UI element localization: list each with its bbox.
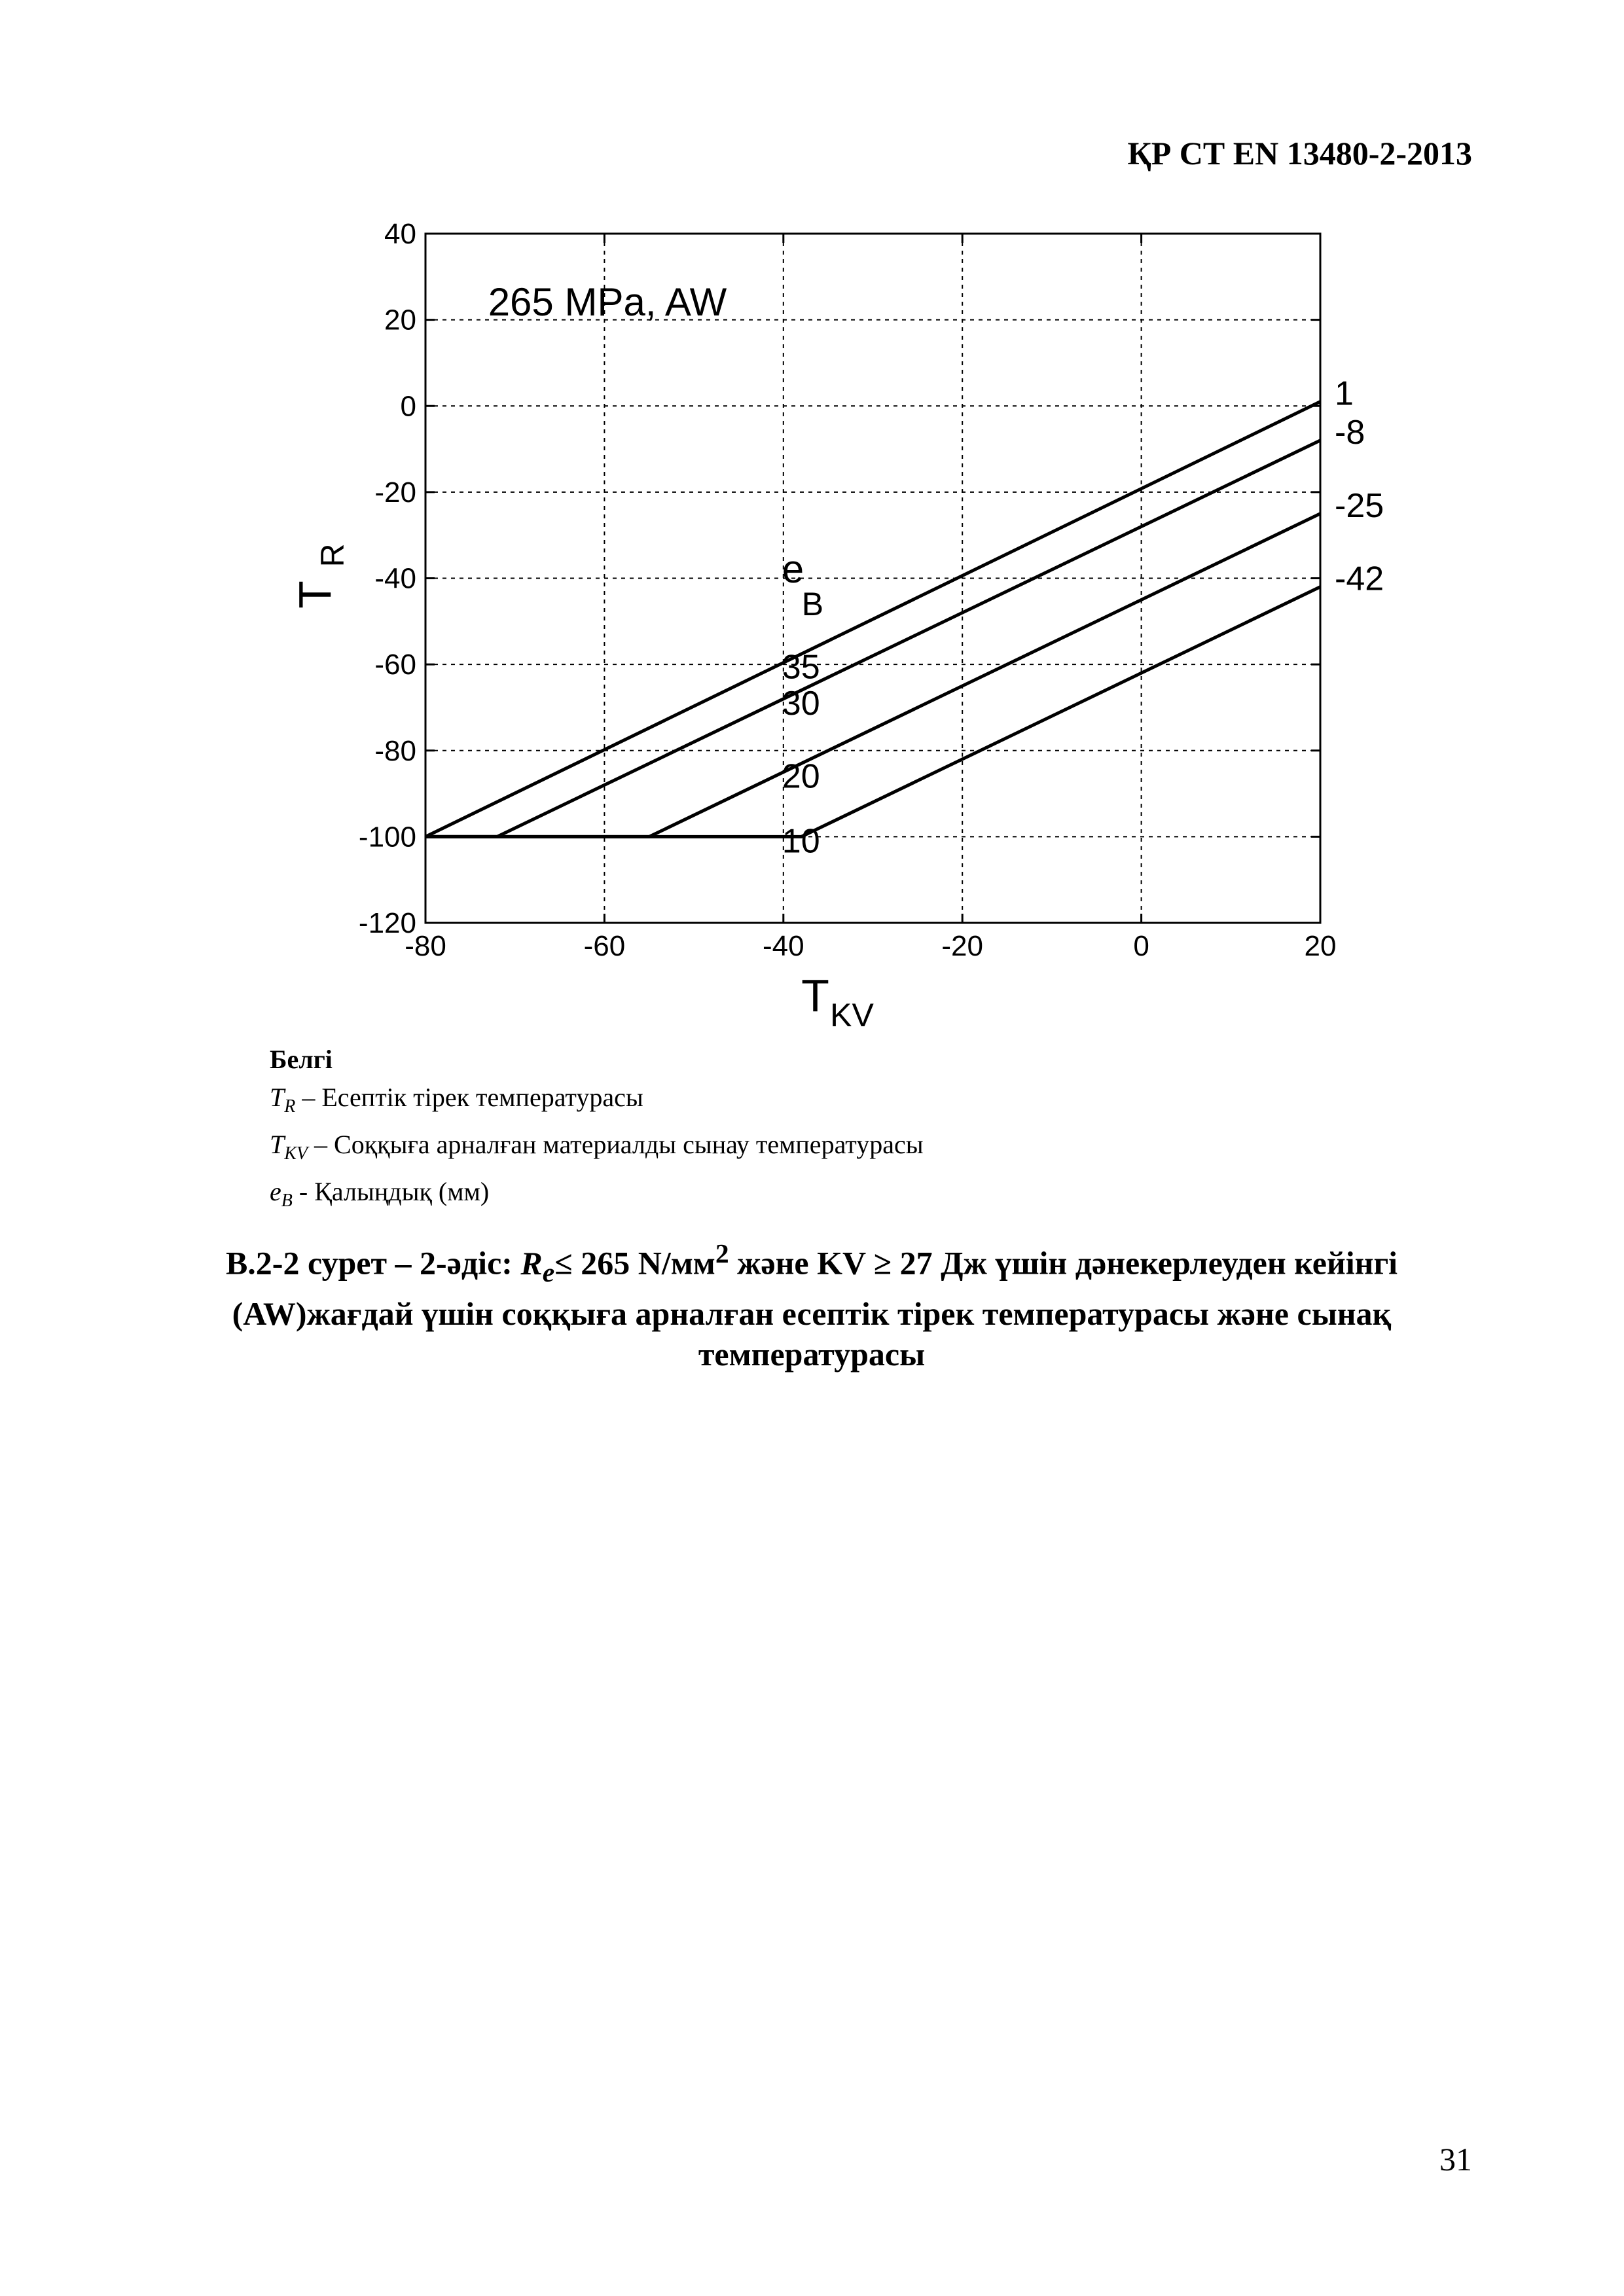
chart-annotation: 265 MPa, AW xyxy=(488,280,727,325)
legend-item-eb: $e_B$ - Қалыңдық (мм) xyxy=(270,1177,490,1211)
series-label-30: 30 xyxy=(782,684,820,723)
series-line-20 xyxy=(425,514,1320,837)
y-tick-label: -120 xyxy=(358,907,416,939)
series-layer xyxy=(425,375,1384,861)
y-axis-label xyxy=(289,543,351,608)
svg-text:T: T xyxy=(801,970,829,1021)
svg-text:R: R xyxy=(314,543,351,567)
series-end-label: -8 xyxy=(1335,413,1365,452)
series-end-label: 1 xyxy=(1335,374,1354,413)
series-line-10 xyxy=(425,587,1320,837)
series-label-35: 35 xyxy=(782,648,820,687)
series-line-35 xyxy=(425,402,1320,837)
x-tick-label: -60 xyxy=(583,930,626,962)
y-tick-label: -60 xyxy=(374,649,416,681)
svg-text:B: B xyxy=(801,586,824,623)
legend-item-tr: $T_R$ – Есептік тірек температурасы xyxy=(270,1083,643,1117)
series-label-10: 10 xyxy=(782,822,820,861)
series-label-20: 20 xyxy=(782,757,820,796)
chart-figure xyxy=(0,0,1624,1060)
series-end-label: -25 xyxy=(1335,486,1384,525)
y-tick-label: -80 xyxy=(374,734,416,767)
svg-text:T: T xyxy=(289,581,340,609)
y-tick-label: -40 xyxy=(374,562,416,595)
figure-caption: В.2-2 сурет – 2-әдіс: $R_e\le 265$ $N/мм^2$ және KV ≥ 27 Дж үшін дәнекерлеуден кейінгі (AW)жағдай үшін соққыға арналған есептік тірек температурасы және сынақ температурасы xyxy=(225,1239,1398,1372)
x-tick-label: 0 xyxy=(1133,930,1149,962)
chart-svg xyxy=(0,0,1624,1060)
series-line-30 xyxy=(425,440,1320,836)
legend-item-tkv: $T_{KV}$ – Соққыға арналған материалды сынау температурасы xyxy=(270,1130,924,1164)
y-tick-label: -100 xyxy=(358,821,416,853)
tick-layer xyxy=(359,218,1337,962)
svg-text:e: e xyxy=(782,547,804,592)
y-tick-label: -20 xyxy=(374,476,416,509)
x-tick-label: -20 xyxy=(941,930,983,962)
page-number: 31 xyxy=(1439,2141,1472,2178)
y-tick-label: 0 xyxy=(400,390,416,423)
x-tick-label: -40 xyxy=(763,930,804,962)
y-tick-label: 40 xyxy=(384,218,416,250)
document-code: ҚР СТ EN 13480-2-2013 xyxy=(1127,135,1472,171)
svg-text:KV: KV xyxy=(830,997,874,1033)
legend-title: Белгі xyxy=(270,1045,333,1074)
thickness-label xyxy=(782,547,823,622)
series-end-label: -42 xyxy=(1335,560,1384,598)
x-axis-label xyxy=(801,970,874,1033)
x-tick-label: 20 xyxy=(1304,930,1337,962)
legend xyxy=(270,1041,924,1220)
x-tick-label: -80 xyxy=(405,930,446,962)
y-tick-label: 20 xyxy=(384,304,416,336)
